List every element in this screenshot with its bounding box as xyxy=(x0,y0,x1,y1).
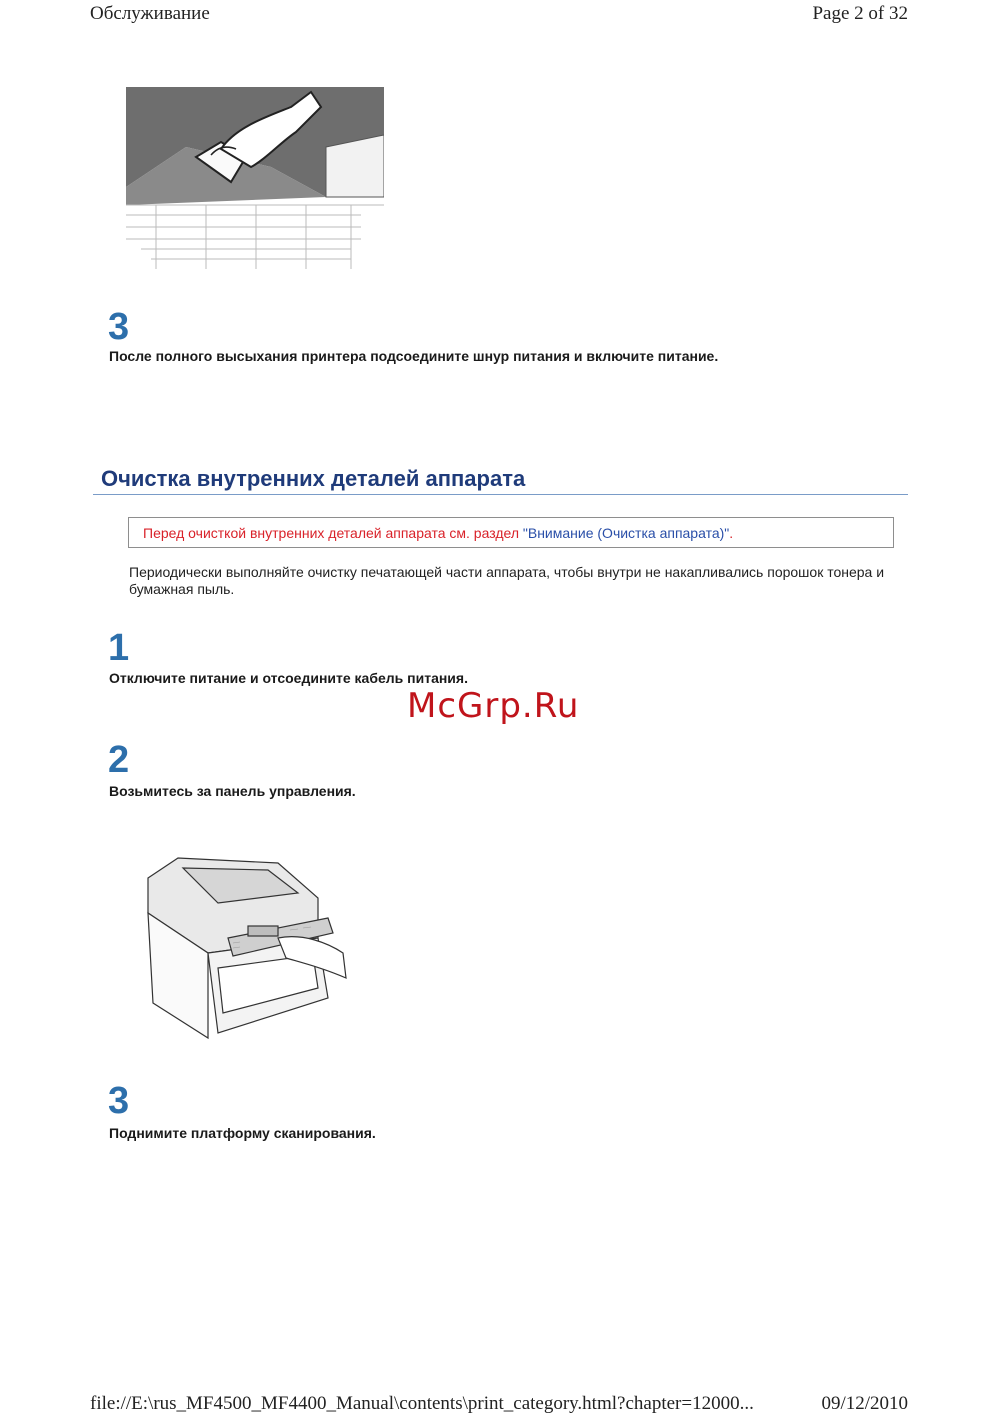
step-text: После полного высыхания принтера подсоедините шнур питания и включите питание. xyxy=(109,348,719,364)
intro-paragraph: Периодически выполняйте очистку печатающей части аппарата, чтобы внутри не накапливались порошок тонера и бумажная пыль. xyxy=(129,564,885,597)
caution-link[interactable]: "Внимание (Очистка аппарата)" xyxy=(522,525,730,541)
printer-illustration xyxy=(128,838,360,1054)
page-number: Page 2 of 32 xyxy=(812,3,908,24)
footer-path: file://E:\rus_MF4500_MF4400_Manual\contents\print_category.html?chapter=12000... xyxy=(90,1393,754,1414)
header-title: Обслуживание xyxy=(90,3,210,24)
step-number: 2 xyxy=(108,739,130,781)
caution-text xyxy=(143,525,733,541)
caution-note xyxy=(128,517,894,548)
footer-date: 09/12/2010 xyxy=(821,1393,908,1414)
cleaning-illustration xyxy=(126,87,384,273)
caution-suffix: . xyxy=(729,525,734,541)
section-divider xyxy=(93,494,908,495)
step-text: Поднимите платформу сканирования. xyxy=(109,1125,376,1141)
section-title: Очистка внутренних деталей аппарата xyxy=(101,466,526,491)
step-text: Отключите питание и отсоедините кабель питания. xyxy=(109,670,468,686)
step-number: 3 xyxy=(108,1080,130,1122)
step-text: Возьмитесь за панель управления. xyxy=(109,783,356,799)
step-number: 3 xyxy=(108,306,130,348)
step-number: 1 xyxy=(108,627,130,669)
caution-prefix: Перед очисткой внутренних деталей аппарата см. раздел xyxy=(143,525,523,541)
watermark: McGrp.Ru xyxy=(407,686,580,726)
